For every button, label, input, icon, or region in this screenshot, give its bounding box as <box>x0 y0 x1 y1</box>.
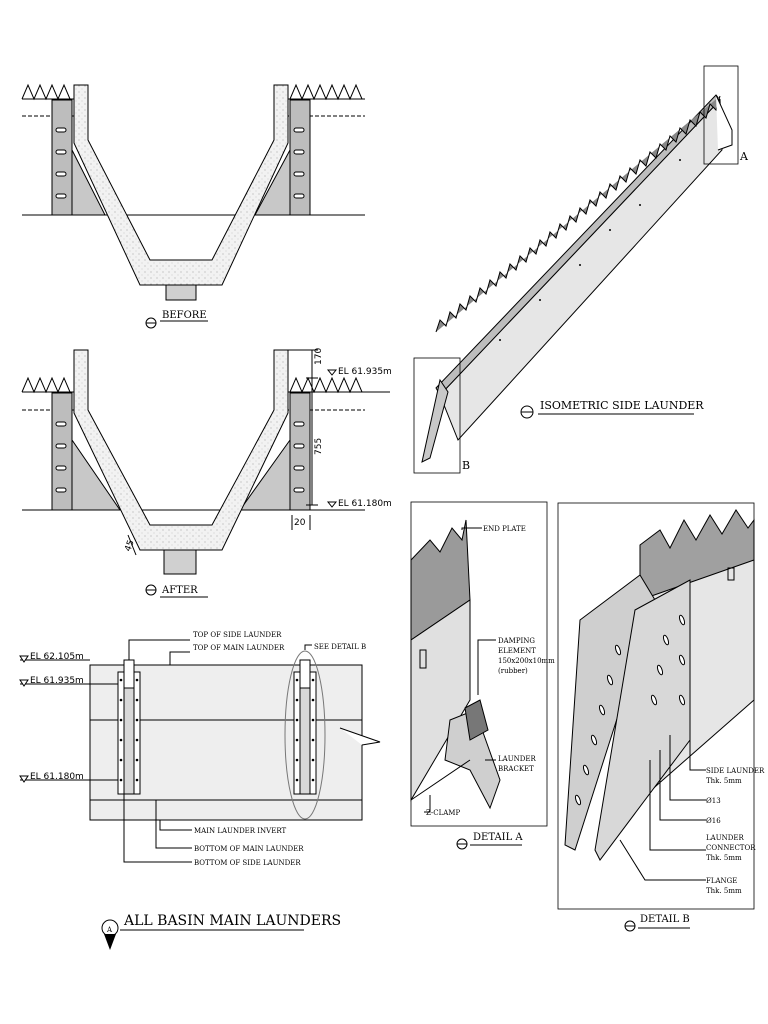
weir-serration-right <box>290 85 362 99</box>
damping-line4: (rubber) <box>498 667 528 675</box>
bracket-line2: BRACKET <box>498 765 534 773</box>
callout-b: B <box>462 459 471 472</box>
dim-20: 20 <box>294 518 306 528</box>
bolt-13-label: Ø13 <box>706 797 721 805</box>
flange-label: FLANGE <box>706 877 738 885</box>
end-plate-label: END PLATE <box>483 525 526 533</box>
connector-line1: LAUNDER <box>706 834 744 842</box>
note-bottom-side-launder: BOTTOM OF SIDE LAUNDER <box>194 859 301 867</box>
damping-line2: ELEMENT <box>498 647 536 655</box>
detail-b-title: DETAIL B <box>640 914 690 925</box>
damping-line1: DAMPING <box>498 637 536 645</box>
note-see-detail-b: SEE DETAIL B <box>314 643 367 651</box>
el-61-180-after: EL 61.180m <box>338 499 392 509</box>
before-section <box>22 85 365 300</box>
iso-title: ISOMETRIC SIDE LAUNDER <box>540 399 704 412</box>
main-launders-title: ALL BASIN MAIN LAUNDERS <box>124 913 342 929</box>
concrete-channel <box>74 85 288 285</box>
el-61-935: EL 61.935m <box>30 676 84 686</box>
el-62-105: EL 62.105m <box>30 652 84 662</box>
connector-thk: Thk. 5mm <box>706 854 742 862</box>
note-main-launder-invert: MAIN LAUNDER INVERT <box>194 827 287 835</box>
z-clamp-label: Z-CLAMP <box>426 809 461 817</box>
after-title: AFTER <box>162 585 198 596</box>
note-top-main-launder: TOP OF MAIN LAUNDER <box>193 644 285 652</box>
before-title: BEFORE <box>162 310 207 321</box>
launder-body <box>440 100 722 440</box>
end-plate-a <box>716 95 732 150</box>
bracket-line1: LAUNDER <box>498 755 536 763</box>
damping-line3: 150x200x10mm <box>498 657 555 665</box>
dim-170: 170 <box>314 347 324 365</box>
dim-45: 45 <box>123 538 137 554</box>
el-61-935-after: EL 61.935m <box>338 367 392 377</box>
side-launder-thk: Thk. 5mm <box>706 777 742 785</box>
side-launder-label: SIDE LAUNDER <box>706 767 765 775</box>
after-section <box>22 347 390 574</box>
el-61-180: EL 61.180m <box>30 772 84 782</box>
before-title-block <box>146 310 208 328</box>
weir-serration-left <box>22 85 70 99</box>
callout-a: A <box>740 150 748 163</box>
end-plate-b <box>422 380 448 462</box>
note-top-side-launder: TOP OF SIDE LAUNDER <box>193 631 282 639</box>
bolt-16-label: Ø16 <box>706 817 721 825</box>
detail-a-title: DETAIL A <box>473 832 523 843</box>
connector-line2: CONNECTOR <box>706 844 756 852</box>
flange-thk: Thk. 5mm <box>706 887 742 895</box>
note-bottom-main-launder: BOTTOM OF MAIN LAUNDER <box>194 845 304 853</box>
dim-755: 755 <box>314 437 324 455</box>
section-marker: A <box>107 926 113 934</box>
